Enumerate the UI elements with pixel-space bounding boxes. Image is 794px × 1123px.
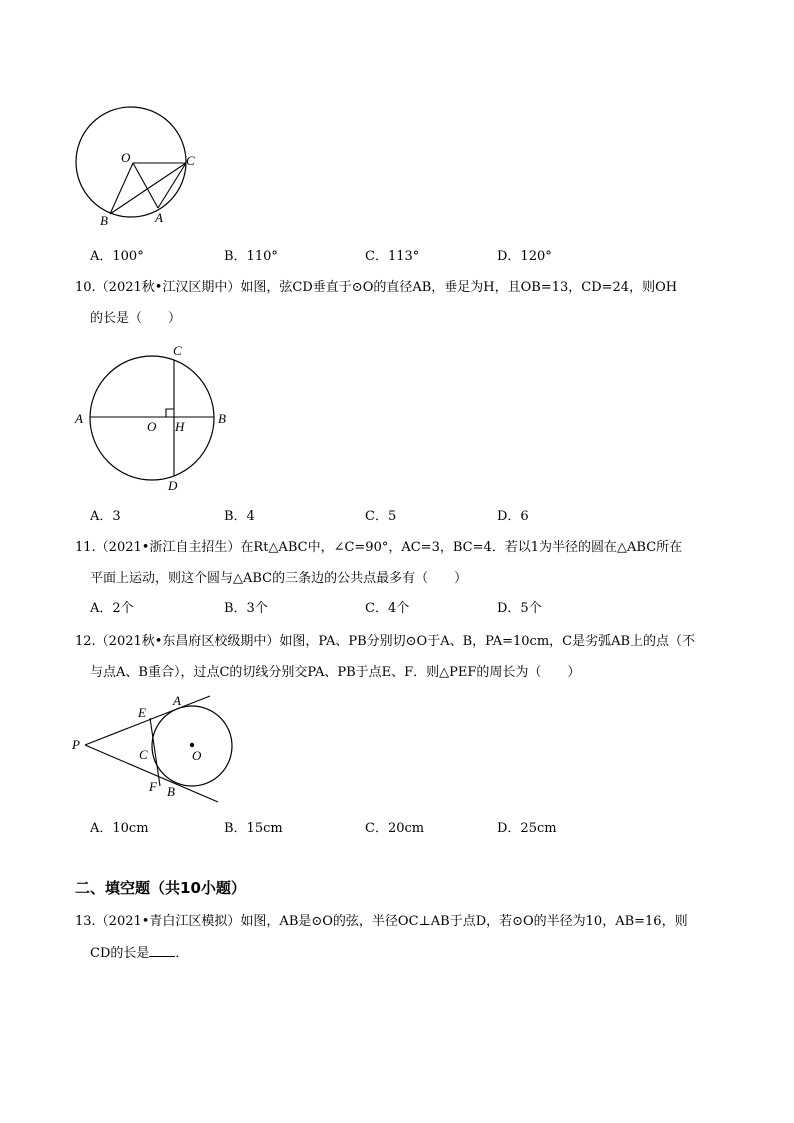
q9-label-o: O: [121, 150, 131, 165]
q12-option-b[interactable]: B．15cm: [224, 821, 283, 836]
q10-label-o: O: [147, 419, 157, 434]
q13-answer-blank[interactable]: [149, 944, 175, 957]
q12-label-b: B: [167, 784, 175, 799]
q11-option-d[interactable]: D．5个: [497, 601, 542, 616]
q12-option-a[interactable]: A．10cm: [90, 821, 149, 836]
q10-option-c[interactable]: C．5: [365, 509, 397, 524]
q12-label-p: P: [72, 737, 80, 752]
q10-option-d[interactable]: D．6: [497, 509, 529, 524]
q11-option-a[interactable]: A．2个: [90, 601, 134, 616]
q12-option-c[interactable]: C．20cm: [365, 821, 425, 836]
q9-segment-ac: [158, 163, 186, 208]
q13-stem-line2-text: CD的长是: [90, 946, 150, 961]
q11-stem-line2: 平面上运动，则这个圆与△ABC的三条边的公共点最多有（ ）: [90, 571, 468, 586]
q12-stem-line2: 与点A、B重合），过点C的切线分别交PA、PB于点E、F．则△PEF的周长为（ ）: [90, 665, 581, 680]
q12-option-d[interactable]: D．25cm: [497, 821, 557, 836]
q11-stem-line1: 11.（2021•浙江自主招生）在Rt△ABC中，∠C=90°，AC=3，BC=4．若以1为半径的圆在△ABC所在: [75, 540, 683, 555]
q10-label-c: C: [173, 343, 182, 358]
q10-figure: [70, 338, 240, 498]
q10-option-b[interactable]: B．4: [224, 509, 255, 524]
q11-option-c[interactable]: C．4个: [365, 601, 410, 616]
q9-label-a: A: [155, 210, 163, 225]
q10-circle: [90, 356, 214, 480]
q12-label-a: A: [173, 693, 181, 708]
q9-option-b[interactable]: B．110°: [224, 249, 278, 264]
q13-stem-line2: [90, 944, 188, 963]
q12-label-c: C: [139, 747, 148, 762]
q10-label-a: A: [75, 411, 83, 426]
q12-tangent-pa: [85, 696, 210, 745]
q10-stem-line1: 10.（2021秋•江汉区期中）如图，弦CD垂直于⊙O的直径AB，垂足为H，且OB=13，CD=24，则OH: [75, 280, 678, 295]
q13-stem-line1: 13.（2021•青白江区模拟）如图，AB是⊙O的弦，半径OC⊥AB于点D，若⊙O的半径为10，AB=16，则: [75, 914, 688, 929]
q12-figure: [65, 690, 235, 810]
q10-label-h: H: [175, 419, 185, 434]
q10-right-angle-mark: [166, 409, 174, 417]
q10-stem-line2: 的长是（ ）: [90, 311, 182, 326]
q9-option-a[interactable]: A．100°: [90, 249, 144, 264]
q12-label-o: O: [192, 748, 202, 763]
section-title-fill-in: 二、填空题（共10小题）: [75, 879, 246, 897]
q10-label-d: D: [168, 478, 178, 493]
q9-option-c[interactable]: C．113°: [365, 249, 420, 264]
q10-option-a[interactable]: A．3: [90, 509, 121, 524]
q9-figure: [60, 95, 220, 235]
q10-label-b: B: [218, 411, 226, 426]
q11-option-b[interactable]: B．3个: [224, 601, 268, 616]
q9-segment-oa: [133, 163, 158, 208]
q12-label-e: E: [138, 705, 146, 720]
q9-label-b: B: [100, 213, 108, 228]
q12-label-f: F: [149, 779, 157, 794]
q12-center-dot: [190, 743, 194, 747]
q12-tangent-ef: [150, 718, 160, 786]
q13-stem-line2-end: ．: [175, 946, 189, 961]
q9-label-c: C: [186, 153, 195, 168]
q12-stem-line1: 12.（2021秋•东昌府区校级期中）如图，PA、PB分别切⊙O于A、B，PA=10cm，C是劣弧AB上的点（不: [75, 634, 696, 649]
q9-option-d[interactable]: D．120°: [497, 249, 552, 264]
